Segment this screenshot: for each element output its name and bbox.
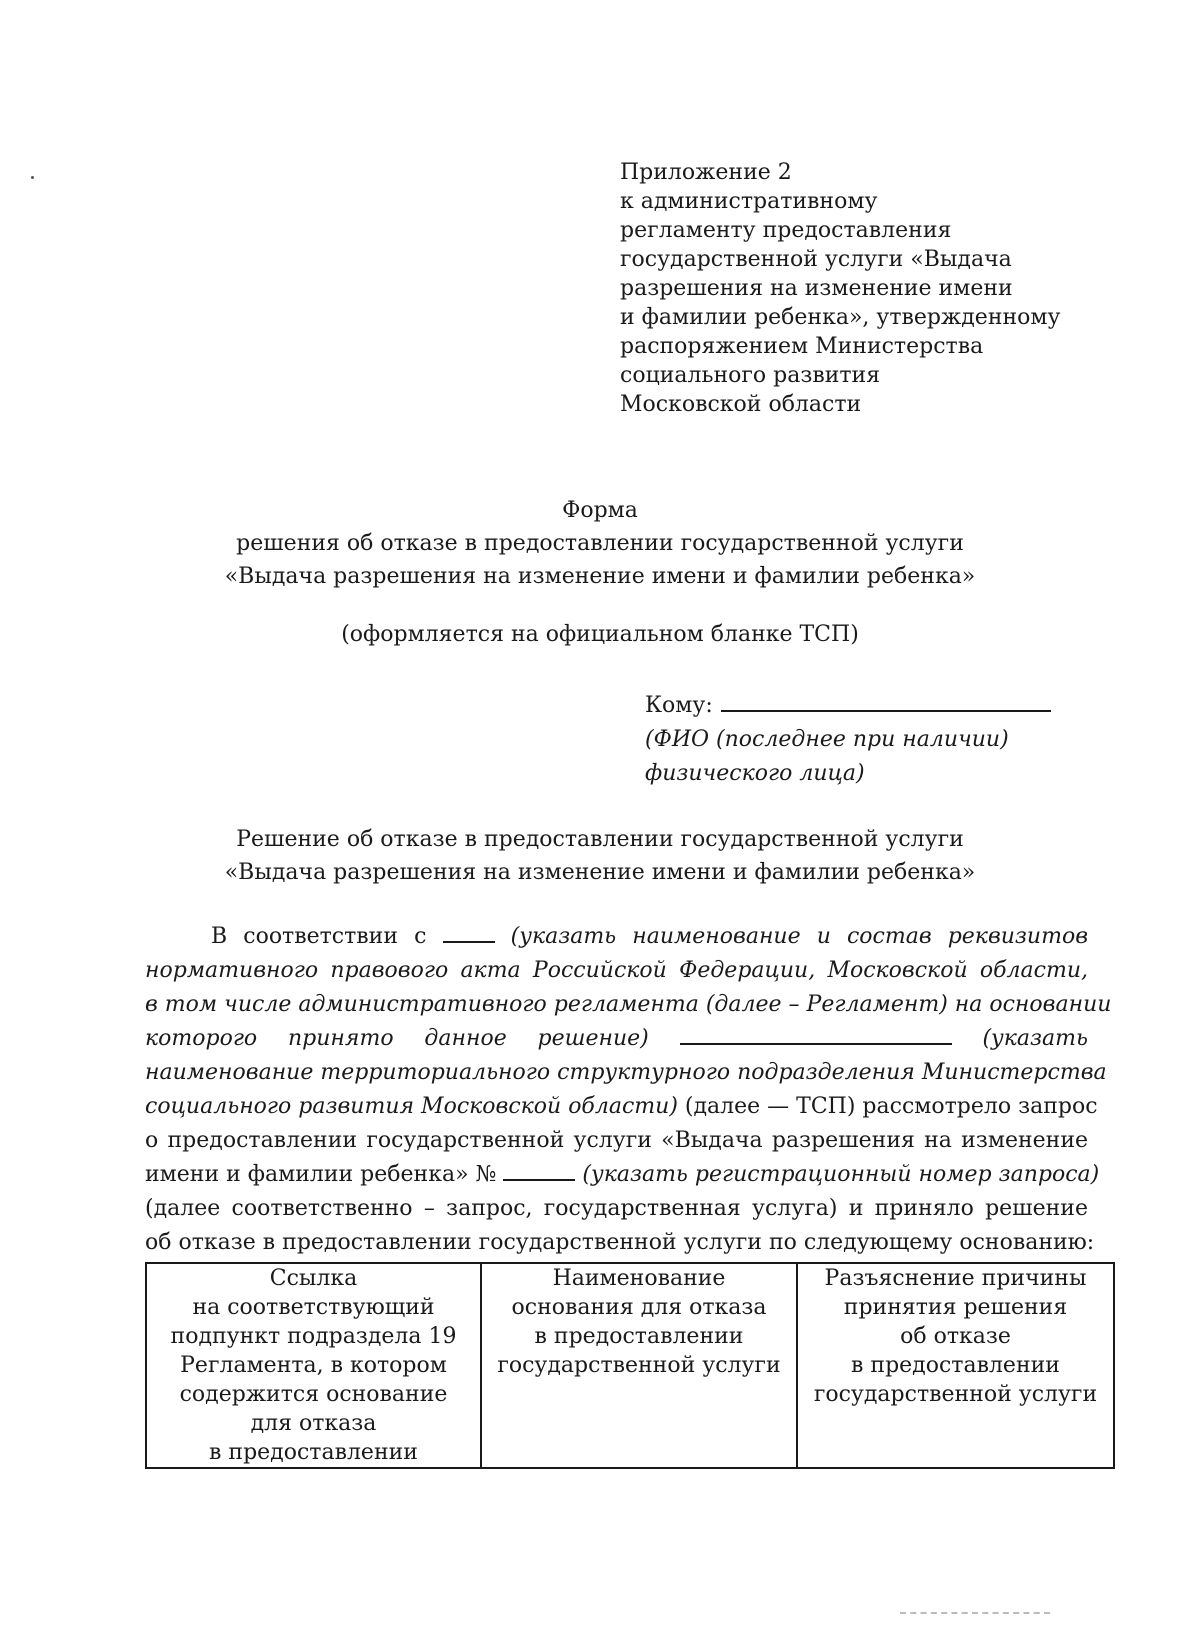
paragraph-line: наименование территориального структурного подразделения Министерства [145, 1060, 1107, 1085]
decision-title [0, 823, 1200, 889]
paragraph-line: об отказе в предоставлении государственной услуги по следующему основанию: [145, 1230, 1095, 1255]
tsp-name-blank[interactable] [680, 1023, 952, 1045]
table-header-cell-explanation: Разъяснение причины принятия решения об отказе в предоставлении государственной услуги [797, 1263, 1114, 1468]
blank-note: (оформляется на официальном бланке ТСП) [341, 622, 859, 647]
recipient-hint: физического лица) [645, 761, 865, 786]
paragraph-line: нормативного правового акта Российской Федерации, Московской области, [145, 958, 1088, 983]
appendix-line: социального развития [620, 363, 881, 388]
paragraph-line: имени и фамилии ребенка» № (указать регистрационный номер запроса) [145, 1158, 1088, 1192]
appendix-block [620, 158, 1140, 419]
recipient-label: Кому: [645, 693, 713, 718]
appendix-line: Московской области [620, 392, 862, 417]
appendix-line: и фамилии ребенка», утвержденному [620, 305, 1061, 330]
form-title [0, 494, 1200, 593]
form-title-line: Форма [562, 498, 638, 523]
form-title-line: «Выдача разрешения на изменение имени и фамилии ребенка» [224, 564, 976, 589]
table-header-cell-ground: Наименование основания для отказа в предоставлении государственной услуги [481, 1263, 797, 1468]
appendix-line: государственной услуги «Выдача [620, 247, 1012, 272]
scan-artifact-dot [31, 176, 34, 179]
request-number-blank[interactable] [503, 1159, 575, 1181]
appendix-line: к административному [620, 189, 878, 214]
paragraph-line: В соответствии с (указать наименование и состав реквизитов [145, 920, 1088, 954]
appendix-line: Приложение 2 [620, 160, 792, 185]
decision-title-line: «Выдача разрешения на изменение имени и фамилии ребенка» [224, 860, 976, 885]
appendix-line: разрешения на изменение имени [620, 276, 1013, 301]
paragraph-line: социального развития Московской области) (далее — ТСП) рассмотрело запрос [145, 1094, 1098, 1119]
paragraph-line: о предоставлении государственной услуги «Выдача разрешения на изменение [145, 1128, 1088, 1153]
form-title-line: решения об отказе в предоставлении государственной услуги [236, 531, 964, 556]
recipient-name-field[interactable] [721, 688, 1051, 712]
refusal-reasons-table [145, 1262, 1115, 1469]
recipient-block [645, 688, 1051, 791]
legal-act-blank[interactable] [443, 921, 495, 943]
scan-edge-marks [900, 1612, 1050, 1617]
decision-title-line: Решение об отказе в предоставлении государственной услуги [236, 827, 964, 852]
table-header-cell-reference: Ссылка на соответствующий подпункт подраздела 19 Регламента, в котором содержится основание для отказа в предоставлении [146, 1263, 481, 1468]
paragraph-line: которого принято данное решение) (указать [145, 1022, 1088, 1056]
paragraph-line: в том числе административного регламента (далее – Регламент) на основании [145, 992, 1112, 1017]
decision-paragraph [145, 920, 1112, 1260]
appendix-line: регламенту предоставления [620, 218, 952, 243]
paragraph-line: (далее соответственно – запрос, государственная услуга) и приняло решение [145, 1196, 1088, 1221]
table-header-row [146, 1263, 1114, 1468]
recipient-hint: (ФИО (последнее при наличии) [645, 727, 1009, 752]
appendix-line: распоряжением Министерства [620, 334, 984, 359]
